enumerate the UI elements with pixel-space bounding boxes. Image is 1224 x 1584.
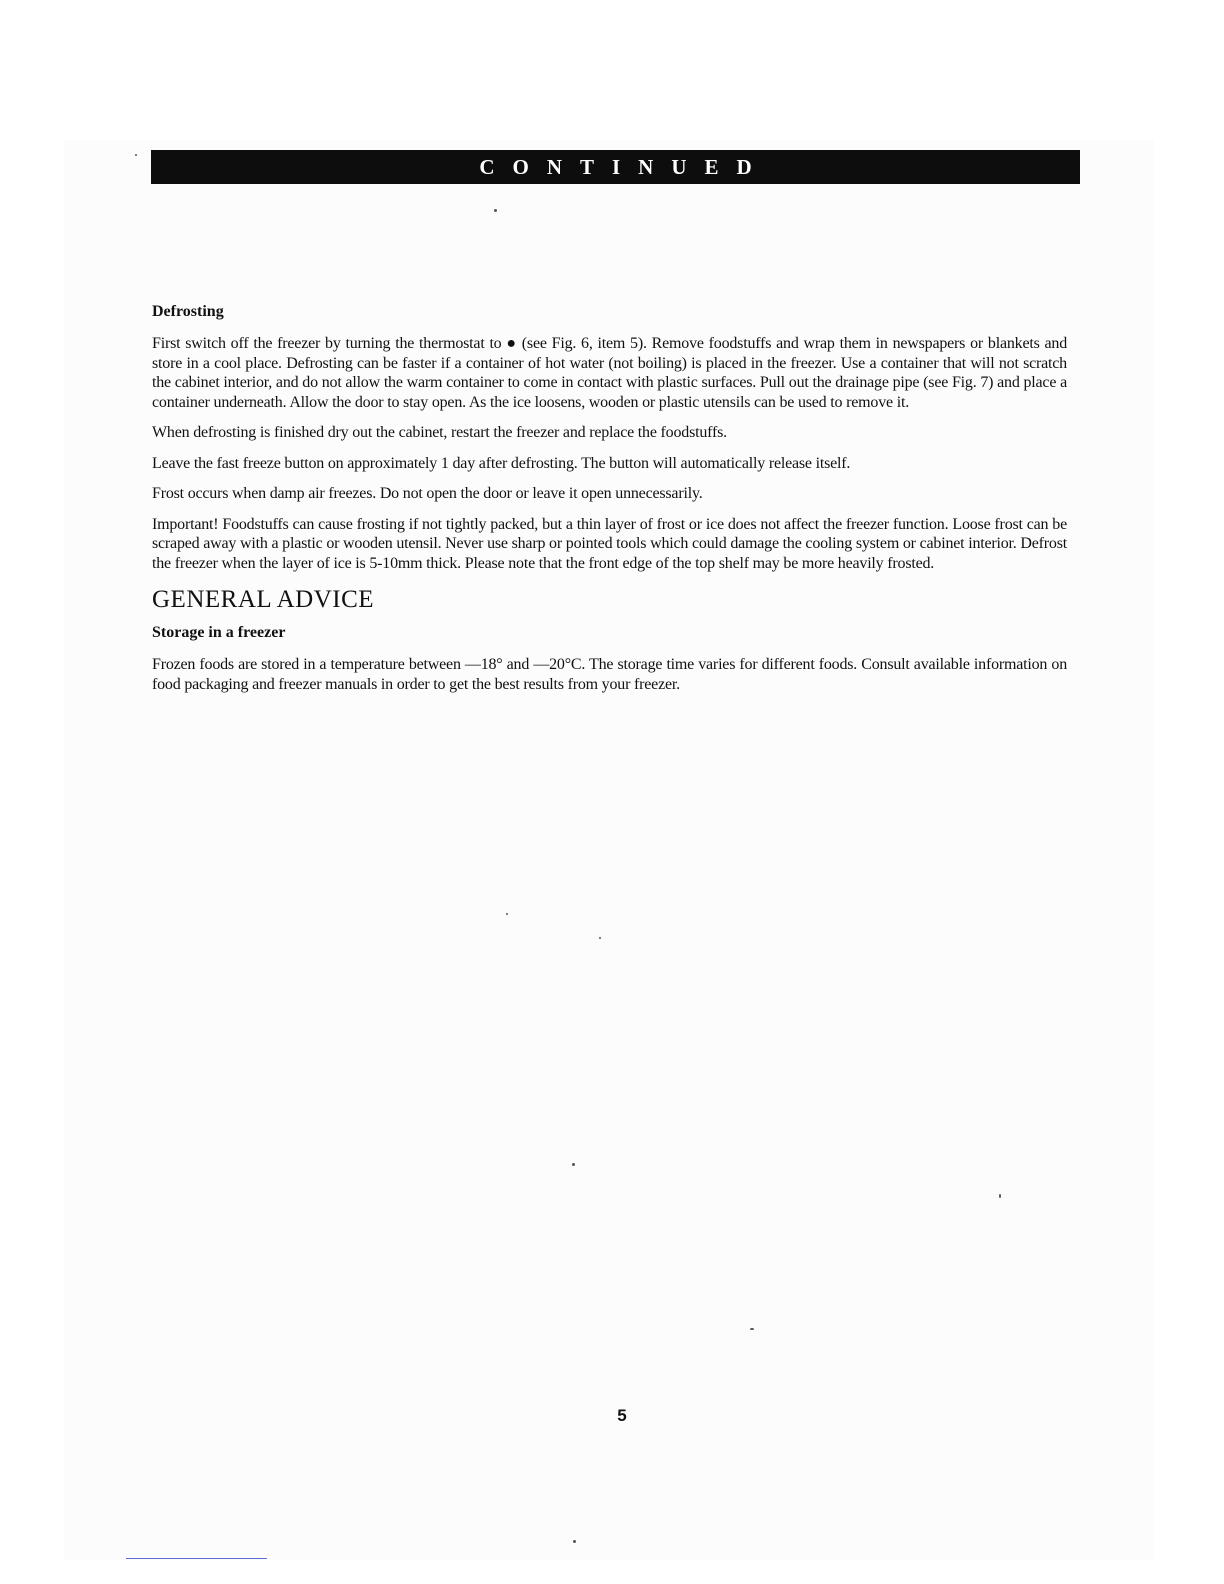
footer-rule [126,1558,267,1559]
page-number: 5 [617,1406,627,1425]
continued-banner [151,150,1080,184]
scan-speck [750,1328,754,1330]
defrosting-paragraph: Leave the fast freeze button on approximately 1 day after defrosting. The button will automatically release itself. [152,454,851,472]
defrosting-heading: Defrosting [152,303,224,320]
defrosting-paragraph: Important! Foodstuffs can cause frosting if not tightly packed, but a thin layer of frost or ice does not affect the freezer function. Loose frost can be scraped away with a plastic or wooden utensil. Never use sharp or pointed tools which could damage the cooling system or cabinet interior. Defrost the freezer when the layer of ice is 5-10mm thick. Please note that the front edge of the top shelf may be more heavily frosted. [152,515,1067,572]
scan-speck [573,1540,576,1543]
defrosting-paragraph: First switch off the freezer by turning the thermostat to ● (see Fig. 6, item 5). Remove foodstuffs and wrap them in newspapers or blankets and store in a cool place. Defrosting can be faster if a container of hot water (not boiling) is placed in the freezer. Use a container that will not scratch the cabinet interior, and do not allow the warm container to come in contact with plastic surfaces. Pull out the drainage pipe (see Fig. 7) and place a container underneath. Allow the door to stay open. As the ice loosens, wooden or plastic utensils can be used to remove it. [152,335,1067,411]
general-advice-heading: GENERAL ADVICE [152,586,375,613]
scan-speck [999,1194,1001,1198]
banner-text: CONTINUED [479,154,770,179]
scan-speck [572,1163,575,1166]
main-content [152,302,1067,705]
scan-speck [506,913,508,915]
scan-speck [135,154,137,156]
scan-speck [599,937,601,939]
storage-subheading: Storage in a freezer [152,624,286,641]
defrosting-paragraph: When defrosting is finished dry out the cabinet, restart the freezer and replace the foodstuffs. [152,424,727,441]
defrosting-paragraph: Frost occurs when damp air freezes. Do not open the door or leave it open unnecessarily. [152,485,703,502]
scan-speck [494,209,497,212]
storage-paragraph: Frozen foods are stored in a temperature between —18° and —20°C. The storage time varies for different foods. Consult available information on food packaging and freezer manuals in order to get the best results from your freezer. [152,656,1067,693]
